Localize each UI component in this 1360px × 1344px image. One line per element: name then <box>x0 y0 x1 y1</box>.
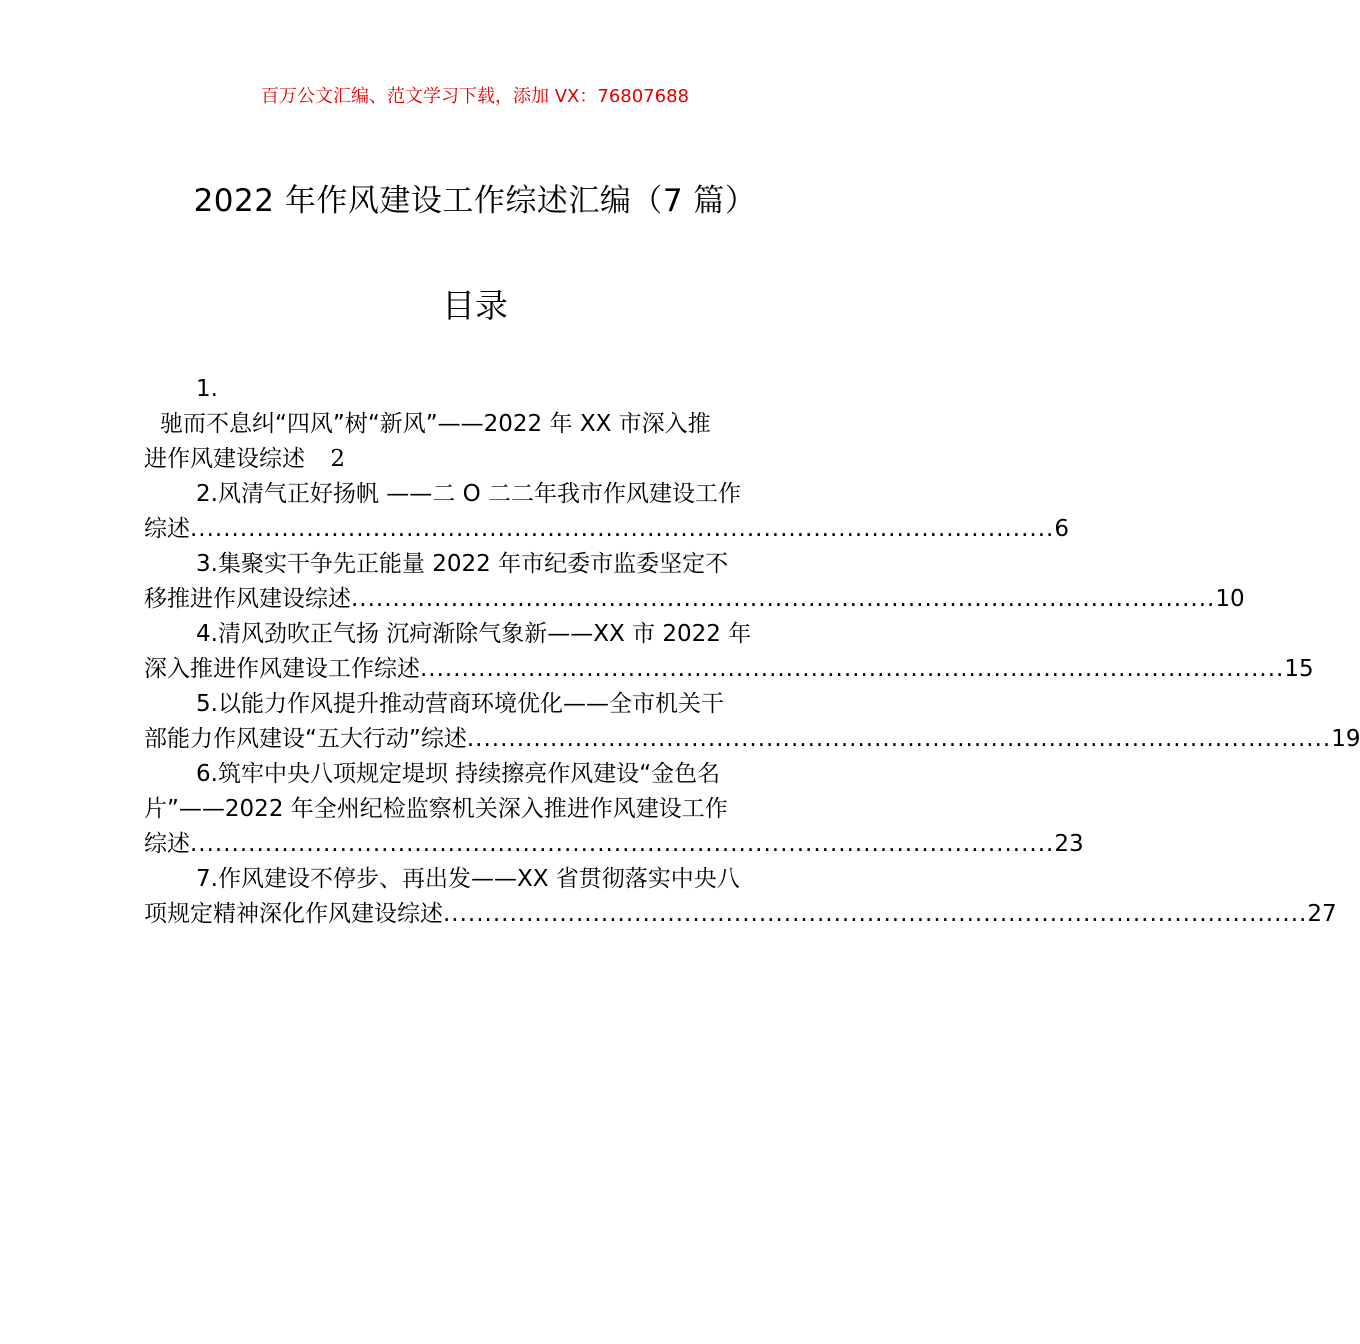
toc-entry-1[interactable] <box>144 372 806 477</box>
toc-entry-3-title-line1: 3.集聚实干争先正能量 2022 年市纪委市监委坚定不 <box>196 551 729 577</box>
toc-leader-dots: ........................................................................................................ <box>466 726 1332 752</box>
toc-entry-3[interactable] <box>144 547 1245 617</box>
toc-entry-7-page: 27 <box>1307 901 1337 927</box>
toc-entry-7-title-line1: 7.作风建设不停步、再出发——XX 省贯彻落实中央八 <box>196 866 740 892</box>
toc-leader-dots: ........................................................................................................ <box>190 831 1055 857</box>
toc-entry-1-page: 2 <box>330 446 345 472</box>
toc-entry-6[interactable] <box>144 757 1084 862</box>
toc-entry-5-title-line1: 5.以能力作风提升推动营商环境优化——全市机关干 <box>196 691 724 717</box>
toc-entry-2-last-line <box>144 512 1069 547</box>
toc-entry-5-page: 19 <box>1331 726 1360 752</box>
toc-entry-6-title-line1: 6.筑牢中央八项规定堤坝 持续擦亮作风建设“金色名 <box>196 761 721 787</box>
toc-entry-2-title-line1: 2.风清气正好扬帆 ——二 O 二二年我市作风建设工作 <box>196 481 741 507</box>
document-title: 2022 年作风建设工作综述汇编（7 篇） <box>193 183 757 219</box>
toc-entry-3-page: 10 <box>1215 586 1245 612</box>
table-of-contents <box>144 372 1360 932</box>
toc-entry-7-last-line <box>144 897 1337 932</box>
toc-entry-6-last-line <box>144 827 1084 862</box>
toc-entry-1-last-line <box>144 442 806 477</box>
toc-leader-dots: ........................................................................................................ <box>190 516 1055 542</box>
toc-entry-2-page: 6 <box>1054 516 1069 542</box>
toc-entry-7-title-line2: 项规定精神深化作风建设综述 <box>144 901 443 927</box>
toc-entry-6-page: 23 <box>1054 831 1084 857</box>
toc-entry-7[interactable] <box>144 862 1337 932</box>
toc-entry-6-title-line1b: 片”——2022 年全州纪检监察机关深入推进作风建设工作 <box>144 796 728 822</box>
toc-entry-1-number: 1. <box>196 376 218 402</box>
toc-entry-5-last-line <box>144 722 1360 757</box>
toc-entry-2[interactable] <box>144 477 1069 547</box>
toc-entry-1-title-line2: 进作风建设综述 <box>144 446 305 472</box>
toc-entry-4[interactable] <box>144 617 1314 687</box>
toc-entry-5[interactable] <box>144 687 1360 757</box>
toc-leader-dots: ........................................................................................................ <box>420 656 1285 682</box>
toc-entry-3-title-line2: 移推进作风建设综述 <box>144 586 351 612</box>
toc-entry-2-title-line2: 综述 <box>144 516 190 542</box>
toc-entry-1-title-line1: 驰而不息纠“四风”树“新风”——2022 年 XX 市深入推 <box>160 411 711 437</box>
toc-heading: 目录 <box>442 286 508 325</box>
toc-entry-5-title-line2: 部能力作风建设“五大行动”综述 <box>144 726 467 752</box>
toc-entry-4-title-line1: 4.清风劲吹正气扬 沉疴渐除气象新——XX 市 2022 年 <box>196 621 752 647</box>
toc-entry-4-page: 15 <box>1284 656 1314 682</box>
toc-entry-4-title-line2: 深入推进作风建设工作综述 <box>144 656 420 682</box>
toc-leader-dots: ........................................................................................................ <box>443 901 1308 927</box>
toc-leader-dots: ........................................................................................................ <box>351 586 1216 612</box>
toc-entry-6-title-line2: 综述 <box>144 831 190 857</box>
watermark-text: 百万公文汇编、范文学习下载，添加 VX：76807688 <box>261 86 689 107</box>
toc-entry-4-last-line <box>144 652 1314 687</box>
toc-entry-3-last-line <box>144 582 1245 617</box>
